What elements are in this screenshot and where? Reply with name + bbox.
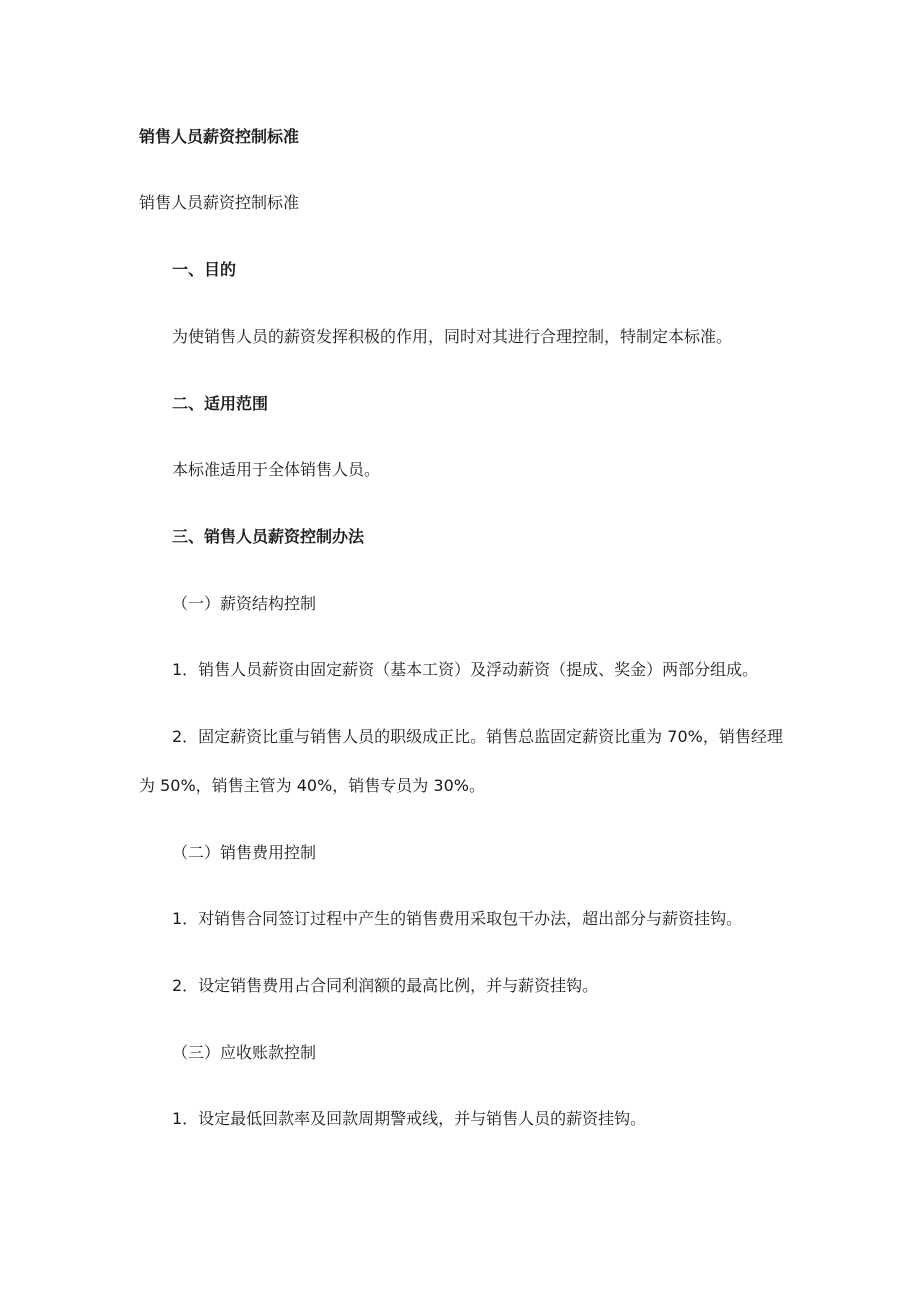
list-item: 2．固定薪资比重与销售人员的职级成正比。销售总监固定薪资比重为 70%，销售经理 bbox=[172, 727, 783, 746]
section-text-scope: 本标准适用于全体销售人员。 bbox=[172, 460, 381, 479]
document-title: 销售人员薪资控制标准 bbox=[139, 127, 300, 146]
section-text-purpose: 为使销售人员的薪资发挥积极的作用，同时对其进行合理控制，特制定本标准。 bbox=[172, 327, 733, 346]
list-item: 2．设定销售费用占合同利润额的最高比例，并与薪资挂钩。 bbox=[172, 976, 599, 995]
document-subtitle: 销售人员薪资控制标准 bbox=[139, 193, 300, 212]
list-item: 1．设定最低回款率及回款周期警戒线，并与销售人员的薪资挂钩。 bbox=[172, 1109, 647, 1128]
list-item: 1．对销售合同签订过程中产生的销售费用采取包干办法，超出部分与薪资挂钩。 bbox=[172, 909, 743, 928]
subsection-heading-sales-expense: （二）销售费用控制 bbox=[172, 843, 317, 862]
section-heading-methods: 三、销售人员薪资控制办法 bbox=[172, 527, 365, 546]
subsection-heading-salary-structure: （一）薪资结构控制 bbox=[172, 594, 317, 613]
section-heading-purpose: 一、目的 bbox=[172, 260, 237, 279]
list-item-continuation: 为 50%，销售主管为 40%，销售专员为 30%。 bbox=[139, 776, 485, 795]
list-item: 1．销售人员薪资由固定薪资（基本工资）及浮动薪资（提成、奖金）两部分组成。 bbox=[172, 660, 759, 679]
subsection-heading-receivables: （三）应收账款控制 bbox=[172, 1043, 317, 1062]
section-heading-scope: 二、适用范围 bbox=[172, 394, 269, 413]
